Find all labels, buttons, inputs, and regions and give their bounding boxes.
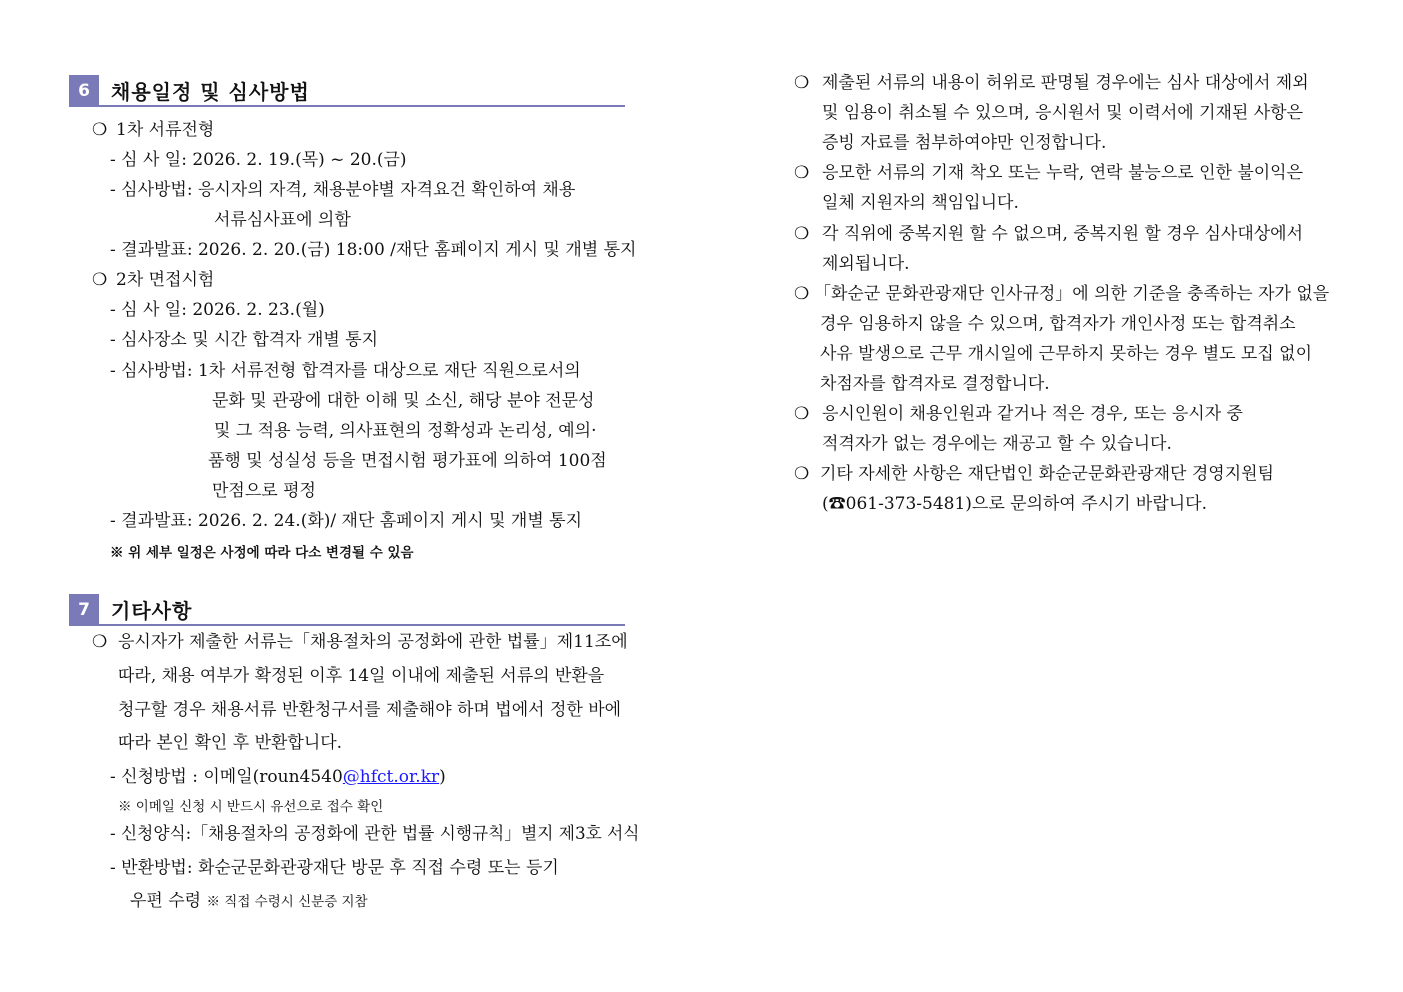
first-screening-date: - 심 사 일: 2026. 2. 19.(목) ~ 20.(금) <box>110 150 407 170</box>
schedule-change-note: ※ 위 세부 일정은 사정에 따라 다소 변경될 수 있음 <box>110 545 414 561</box>
email-confirm-note: ※ 이메일 신청 시 반드시 유선으로 접수 확인 <box>118 799 384 815</box>
bullet-circle-icon: ❍ <box>92 270 108 290</box>
bullet-circle-icon: ❍ <box>92 632 108 652</box>
apply-method-close: ) <box>439 767 446 787</box>
return-method-line2 <box>130 890 368 913</box>
duplicate-apply-line2: 제외됩니다. <box>822 254 910 274</box>
re-announcement-line1: 응시인원이 채용인원과 같거나 적은 경우, 또는 응시자 중 <box>822 404 1243 424</box>
bullet-circle-icon: ❍ <box>794 73 810 93</box>
section-7-heading <box>69 594 629 626</box>
bullet-circle-icon: ❍ <box>92 120 108 140</box>
section-7-number: 7 <box>69 594 99 626</box>
bullet-circle-icon: ❍ <box>794 464 810 484</box>
section-6-underline <box>99 105 625 107</box>
return-method-text: 우편 수령 <box>130 891 202 911</box>
interview-method-line5: 만점으로 평정 <box>212 481 316 501</box>
id-card-note: ※ 직접 수령시 신분증 지참 <box>206 894 368 910</box>
section-7-title: 기타사항 <box>111 599 193 623</box>
bullet-circle-icon: ❍ <box>794 284 810 304</box>
apply-method <box>110 766 446 788</box>
re-announcement-line2: 적격자가 없는 경우에는 재공고 할 수 있습니다. <box>822 434 1172 454</box>
interview-head: 2차 면접시험 <box>116 270 215 290</box>
false-docs-line2: 및 임용이 취소될 수 있으며, 응시원서 및 이력서에 기재된 사항은 <box>822 103 1304 123</box>
return-policy-line4: 따라 본인 확인 후 반환합니다. <box>118 733 343 753</box>
return-method-line1: - 반환방법: 화순군문화관광재단 방문 후 직접 수령 또는 등기 <box>110 858 559 878</box>
section-6-heading <box>69 75 629 107</box>
contact-line1: 기타 자세한 사항은 재단법인 화순군문화관광재단 경영지원팀 <box>820 464 1274 484</box>
first-screening-method-line1: - 심사방법: 응시자의 자격, 채용분야별 자격요건 확인하여 채용 <box>110 180 576 200</box>
return-policy-line1: 응시자가 제출한 서류는「채용절차의 공정화에 관한 법률」제11조에 <box>118 632 628 652</box>
first-screening-method-line2: 서류심사표에 의함 <box>214 210 351 230</box>
applicant-responsibility-line1: 응모한 서류의 기재 착오 또는 누락, 연락 불능으로 인한 불이익은 <box>822 163 1304 183</box>
hr-rule-line3: 사유 발생으로 근무 개시일에 근무하지 못하는 경우 별도 모집 없이 <box>820 344 1313 364</box>
section-6-number: 6 <box>69 75 99 107</box>
false-docs-line1: 제출된 서류의 내용이 허위로 판명될 경우에는 심사 대상에서 제외 <box>822 73 1309 93</box>
apply-method-text: - 신청방법 : 이메일(roun4540 <box>110 767 343 787</box>
first-screening-head: 1차 서류전형 <box>116 120 215 140</box>
interview-method-line1: - 심사방법: 1차 서류전형 합격자를 대상으로 재단 직원으로서의 <box>110 361 581 381</box>
contact-line2: (☎061-373-5481)으로 문의하여 주시기 바랍니다. <box>822 494 1208 514</box>
hr-rule-line4: 차점자를 합격자로 결정합니다. <box>820 374 1050 394</box>
interview-method-line3: 및 그 적용 능력, 의사표현의 정확성과 논리성, 예의· <box>214 421 597 441</box>
duplicate-apply-line1: 각 직위에 중복지원 할 수 없으며, 중복지원 할 경우 심사대상에서 <box>822 224 1304 244</box>
interview-result: - 결과발표: 2026. 2. 24.(화)/ 재단 홈페이지 게시 및 개별 통지 <box>110 511 583 531</box>
hr-rule-line1: 「화순군 문화관광재단 인사규정」에 의한 기준을 충족하는 자가 없을 <box>814 284 1330 304</box>
apply-form: - 신청양식:「채용절차의 공정화에 관한 법률 시행규칙」별지 제3호 서식 <box>110 824 640 844</box>
return-policy-line3: 청구할 경우 채용서류 반환청구서를 제출해야 하며 법에서 정한 바에 <box>118 700 622 720</box>
bullet-circle-icon: ❍ <box>794 224 810 244</box>
section-7-underline <box>99 624 625 626</box>
email-link[interactable]: @hfct.or.kr <box>342 767 440 787</box>
hr-rule-line2: 경우 임용하지 않을 수 있으며, 합격자가 개인사정 또는 합격취소 <box>820 314 1296 334</box>
interview-place: - 심사장소 및 시간 합격자 개별 통지 <box>110 330 379 350</box>
section-6-title: 채용일정 및 심사방법 <box>111 80 310 104</box>
return-policy-line2: 따라, 채용 여부가 확정된 이후 14일 이내에 제출된 서류의 반환을 <box>118 666 605 686</box>
first-screening-result: - 결과발표: 2026. 2. 20.(금) 18:00 /재단 홈페이지 게시 및 개별 통지 <box>110 240 637 260</box>
interview-method-line4: 품행 및 성실성 등을 면접시험 평가표에 의하여 100점 <box>208 451 607 471</box>
bullet-circle-icon: ❍ <box>794 404 810 424</box>
bullet-circle-icon: ❍ <box>794 163 810 183</box>
interview-date: - 심 사 일: 2026. 2. 23.(월) <box>110 300 325 320</box>
false-docs-line3: 증빙 자료를 첨부하여야만 인정합니다. <box>822 133 1107 153</box>
applicant-responsibility-line2: 일체 지원자의 책임입니다. <box>822 193 1019 213</box>
interview-method-line2: 문화 및 관광에 대한 이해 및 소신, 해당 분야 전문성 <box>212 391 595 411</box>
